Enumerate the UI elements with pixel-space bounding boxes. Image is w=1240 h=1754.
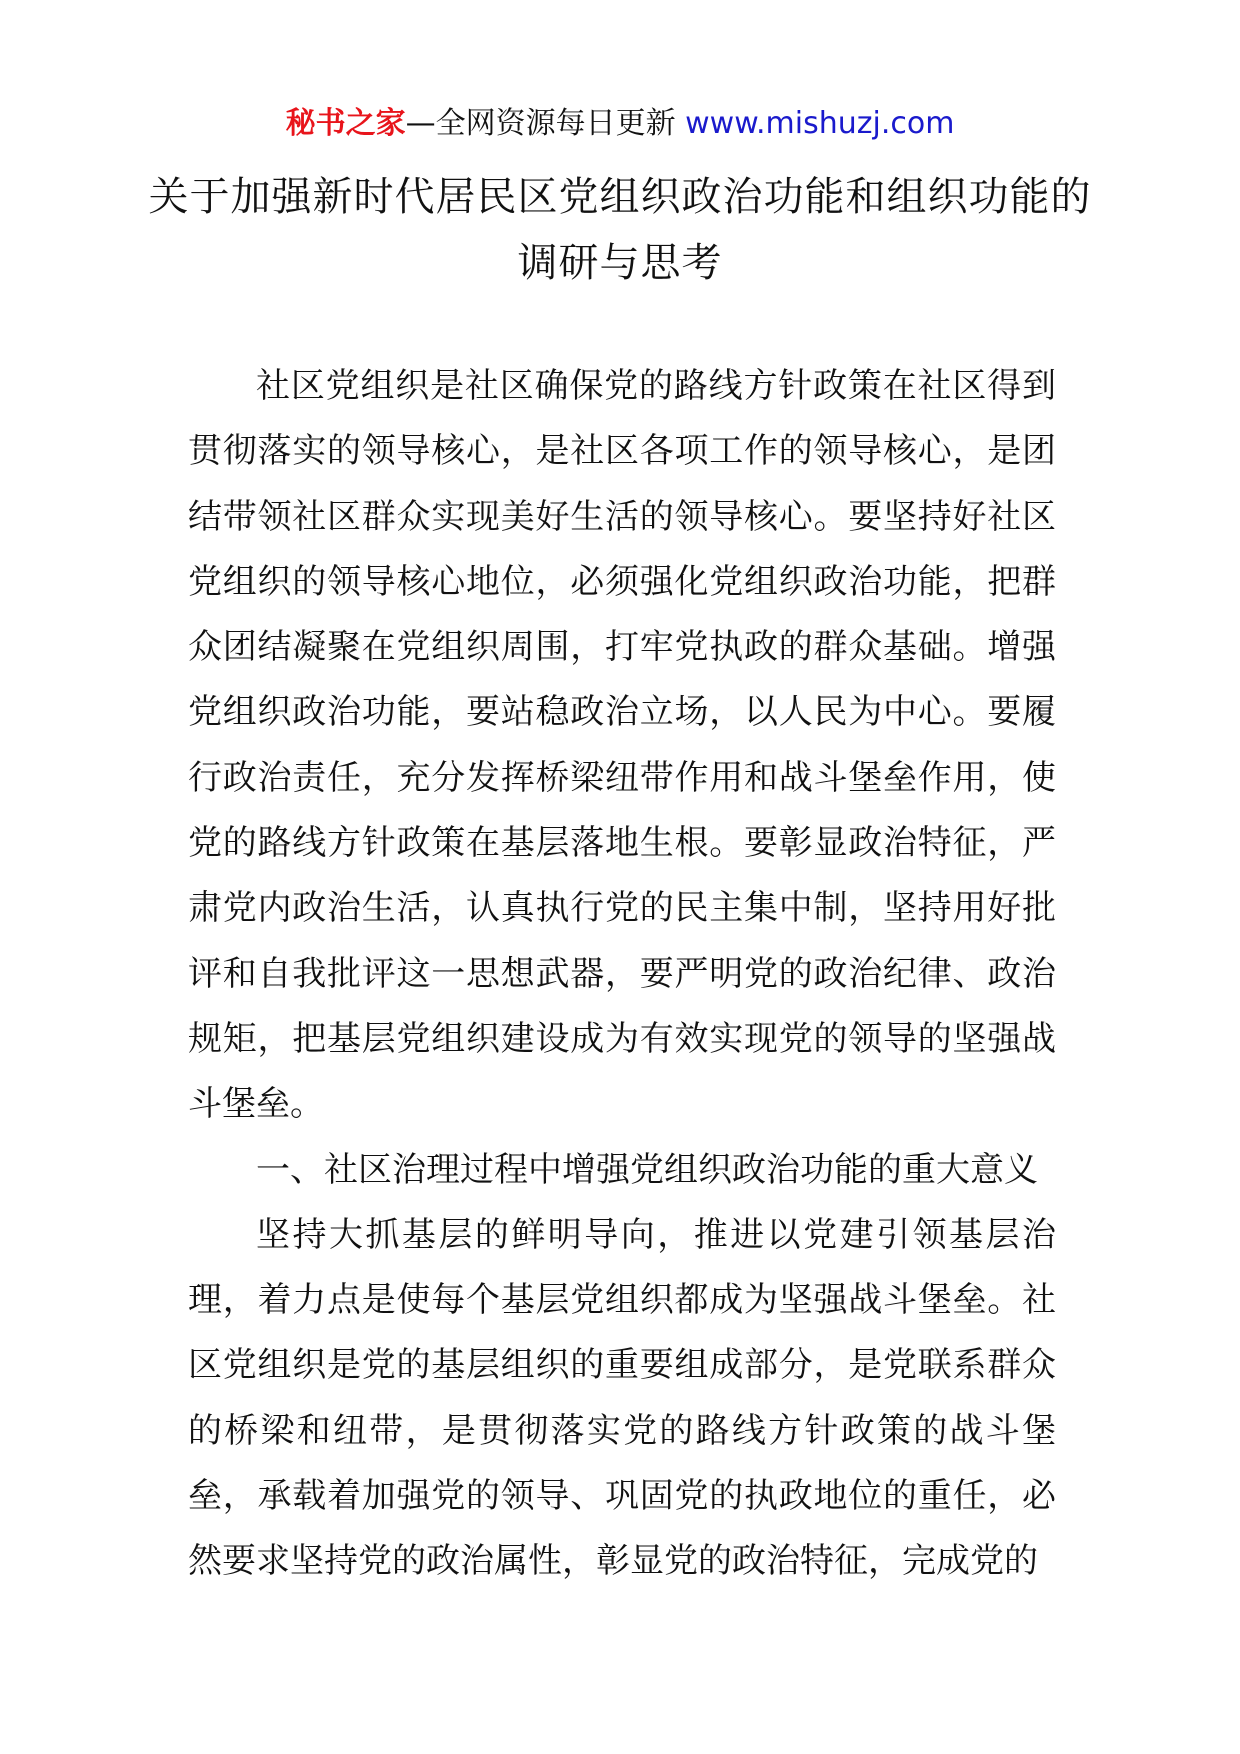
header-slogan: —全网资源每日更新: [405, 106, 686, 141]
document-body: [188, 354, 1056, 1595]
body-paragraph-section-1: 坚持大抓基层的鲜明导向，推进以党建引领基层治理，着力点是使每个基层党组织都成为坚强战斗堡垒。社区党组织是党的基层组织的重要组成部分，是党联系群众的桥梁和纽带，是贯彻落实党的路线方针政策的战斗堡垒，承载着加强党的领导、巩固党的执政地位的重任，必然要求坚持党的政治属性，彰显党的政治特征，完成党的: [188, 1214, 1056, 1582]
brand-name: 秘书之家: [285, 106, 406, 141]
site-url-link[interactable]: www.mishuzj.com: [685, 106, 955, 141]
site-header: [0, 104, 1240, 144]
document-title: 关于加强新时代居民区党组织政治功能和组织功能的调研与思考: [148, 174, 1092, 286]
section-heading-1: 一、社区治理过程中增强党组织政治功能的重大意义: [256, 1149, 1038, 1190]
body-paragraph-intro: 社区党组织是社区确保党的路线方针政策在社区得到贯彻落实的领导核心，是社区各项工作的领导核心，是团结带领社区群众实现美好生活的领导核心。要坚持好社区党组织的领导核心地位，必须强化党组织政治功能，把群众团结凝聚在党组织周围，打牢党执政的群众基础。增强党组织政治功能，要站稳政治立场，以人民为中心。要履行政治责任，充分发挥桥梁纽带作用和战斗堡垒作用，使党的路线方针政策在基层落地生根。要彰显政治特征，严肃党内政治生活，认真执行党的民主集中制，坚持用好批评和自我批评这一思想武器，要严明党的政治纪律、政治规矩，把基层党组织建设成为有效实现党的领导的坚强战斗堡垒。: [188, 366, 1056, 1125]
